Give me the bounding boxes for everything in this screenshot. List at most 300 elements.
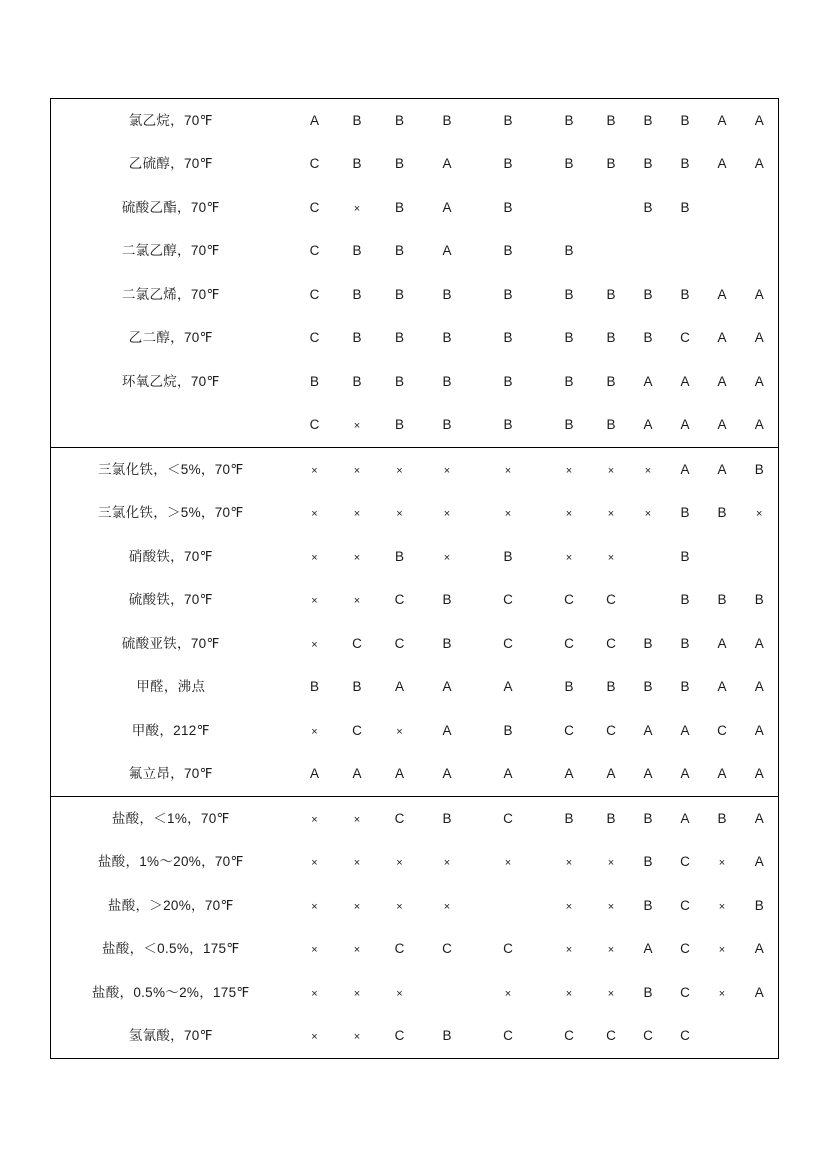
rating-cell — [546, 448, 593, 492]
rating-cell: B — [593, 404, 630, 448]
cross-icon: × — [353, 202, 361, 215]
rating-cell — [291, 797, 339, 841]
rating-cell: B — [643, 286, 653, 302]
cross-icon: × — [607, 987, 615, 1000]
rating-cell — [546, 535, 593, 579]
row-label-cell: 三氯化铁，＜5%，70℉ — [98, 461, 244, 477]
table-row — [51, 404, 779, 448]
rating-cell: B — [503, 373, 513, 389]
row-label-cell: 盐酸，＜1%，70℉ — [111, 810, 230, 826]
rating-cell — [339, 797, 376, 841]
rating-cell: A — [442, 199, 452, 215]
rating-cell — [339, 404, 376, 448]
cross-icon: × — [396, 857, 403, 870]
rating-cell — [291, 535, 339, 579]
rating-cell — [339, 884, 376, 928]
rating-cell: A — [503, 679, 513, 695]
rating-cell: A — [442, 156, 452, 172]
rating-cell: A — [741, 753, 779, 797]
rating-cell — [630, 230, 667, 274]
cross-icon: × — [443, 464, 451, 477]
rating-cell — [291, 622, 339, 666]
rating-cell: C — [606, 635, 616, 651]
rating-cell: A — [717, 373, 727, 389]
rating-cell: B — [352, 112, 362, 128]
table-row — [51, 186, 779, 230]
rating-cell: C — [643, 1028, 653, 1044]
cross-icon: × — [443, 551, 451, 564]
rating-cell: B — [503, 243, 513, 259]
cross-icon: × — [353, 420, 361, 433]
rating-cell — [546, 928, 593, 972]
rating-cell — [630, 492, 667, 536]
rating-cell: B — [546, 404, 593, 448]
rating-cell: B — [394, 243, 404, 259]
rating-cell — [741, 186, 779, 230]
rating-cell: B — [471, 404, 546, 448]
rating-cell: B — [680, 112, 690, 128]
rating-cell: C — [503, 1028, 513, 1044]
table-row — [51, 928, 779, 972]
rating-cell: A — [754, 810, 764, 826]
rating-cell: B — [606, 112, 616, 128]
rating-cell: A — [442, 243, 452, 259]
cross-icon: × — [718, 900, 726, 913]
rating-cell: C — [309, 243, 320, 259]
table-row — [51, 492, 779, 536]
rating-cell: B — [394, 112, 404, 128]
rating-cell: B — [643, 330, 653, 346]
rating-cell — [593, 841, 630, 885]
rating-cell: B — [503, 722, 513, 738]
row-label-cell: 环氧乙烷，70℉ — [121, 373, 220, 389]
rating-cell: B — [442, 373, 452, 389]
rating-cell — [424, 492, 471, 536]
cross-icon: × — [607, 857, 615, 870]
cross-icon: × — [607, 551, 615, 564]
rating-cell: C — [442, 941, 452, 957]
rating-cell: B — [564, 330, 574, 346]
rating-cell: B — [352, 286, 362, 302]
rating-cell: B — [442, 1028, 452, 1044]
cross-icon: × — [504, 987, 512, 1000]
rating-cell — [741, 492, 779, 536]
table-row — [51, 579, 779, 623]
rating-cell: A — [471, 753, 546, 797]
rating-cell — [291, 709, 339, 753]
rating-cell: A — [754, 330, 764, 346]
rating-cell — [704, 535, 741, 579]
chemical-compatibility-table — [50, 98, 779, 1059]
cross-icon: × — [565, 857, 573, 870]
rating-cell — [291, 841, 339, 885]
cross-icon: × — [353, 551, 361, 564]
table-body — [51, 99, 779, 1059]
row-label-cell: 盐酸，＜0.5%，175℉ — [101, 941, 240, 957]
table-row — [51, 317, 779, 361]
rating-cell — [704, 928, 741, 972]
rating-cell — [424, 884, 471, 928]
rating-cell: A — [754, 156, 764, 172]
rating-cell: A — [376, 753, 424, 797]
rating-cell — [291, 492, 339, 536]
rating-cell: B — [564, 810, 574, 826]
cross-icon: × — [504, 508, 512, 521]
rating-cell: A — [643, 373, 653, 389]
rating-cell: A — [339, 753, 376, 797]
rating-cell — [291, 448, 339, 492]
rating-cell: A — [754, 984, 764, 1000]
rating-cell: C — [503, 592, 513, 608]
rating-cell — [704, 1015, 741, 1059]
cross-icon: × — [396, 725, 403, 738]
rating-cell: B — [394, 330, 404, 346]
rating-cell — [339, 1015, 376, 1059]
rating-cell — [593, 186, 630, 230]
rating-cell: B — [643, 156, 653, 172]
rating-cell: B — [564, 286, 574, 302]
rating-cell: A — [717, 635, 727, 651]
rating-cell: A — [442, 722, 452, 738]
rating-cell: C — [680, 330, 690, 346]
rating-cell: A — [754, 635, 764, 651]
cross-icon: × — [311, 595, 318, 608]
rating-cell: B — [564, 156, 574, 172]
row-label-cell — [51, 404, 291, 448]
cross-icon: × — [718, 857, 726, 870]
rating-cell: B — [503, 112, 513, 128]
rating-cell — [593, 448, 630, 492]
rating-cell — [546, 841, 593, 885]
table-row — [51, 797, 779, 841]
row-label-cell: 氟立昂，70℉ — [51, 753, 291, 797]
table-row — [51, 448, 779, 492]
rating-cell: A — [593, 753, 630, 797]
rating-cell: A — [717, 156, 727, 172]
rating-cell: B — [442, 635, 452, 651]
cross-icon: × — [565, 551, 573, 564]
rating-cell — [291, 579, 339, 623]
cross-icon: × — [607, 464, 615, 477]
row-label-cell: 盐酸，1%～20%，70℉ — [97, 854, 244, 870]
cross-icon: × — [565, 900, 573, 913]
rating-cell: A — [754, 722, 764, 738]
rating-cell — [339, 186, 376, 230]
rating-cell: A — [667, 753, 704, 797]
table-row — [51, 143, 779, 187]
cross-icon: × — [353, 944, 361, 957]
rating-cell: B — [442, 286, 452, 302]
rating-cell: B — [680, 635, 690, 651]
rating-cell: B — [309, 679, 319, 695]
rating-cell: A — [667, 404, 704, 448]
rating-cell: A — [680, 722, 690, 738]
rating-cell: B — [680, 156, 690, 172]
table-row — [51, 622, 779, 666]
rating-cell: B — [394, 199, 404, 215]
rating-cell: A — [680, 373, 690, 389]
rating-cell: B — [424, 404, 471, 448]
rating-cell: A — [717, 112, 727, 128]
table-row — [51, 841, 779, 885]
rating-cell: A — [680, 810, 690, 826]
row-label-cell: 硫酸亚铁，70℉ — [121, 635, 220, 651]
rating-cell: C — [606, 1028, 616, 1044]
rating-cell: C — [680, 897, 690, 913]
rating-cell: C — [606, 722, 616, 738]
cross-icon: × — [644, 508, 652, 521]
rating-cell — [630, 535, 667, 579]
rating-cell: B — [352, 243, 362, 259]
rating-cell: C — [680, 984, 690, 1000]
cross-icon: × — [311, 857, 318, 870]
rating-cell: B — [680, 199, 690, 215]
rating-cell: C — [309, 156, 320, 172]
cross-icon: × — [443, 857, 451, 870]
cross-icon: × — [311, 813, 318, 826]
cross-icon: × — [311, 1031, 318, 1044]
rating-cell: B — [442, 330, 452, 346]
cross-icon: × — [607, 900, 615, 913]
rating-cell: B — [352, 373, 362, 389]
rating-cell — [704, 186, 741, 230]
compatibility-table-container — [50, 98, 778, 1059]
rating-cell — [546, 492, 593, 536]
rating-cell: B — [680, 679, 690, 695]
rating-cell — [376, 884, 424, 928]
rating-cell — [424, 448, 471, 492]
rating-cell: C — [352, 722, 362, 738]
row-label-cell: 氯乙烷，70℉ — [128, 112, 213, 128]
rating-cell: B — [394, 373, 404, 389]
rating-cell — [376, 492, 424, 536]
rating-cell: B — [754, 897, 764, 913]
rating-cell: B — [680, 592, 690, 608]
rating-cell: C — [717, 722, 727, 738]
table-row — [51, 666, 779, 710]
rating-cell — [593, 535, 630, 579]
rating-cell: B — [643, 984, 653, 1000]
row-label-cell: 三氯化铁，＞5%，70℉ — [98, 505, 244, 521]
rating-cell — [339, 579, 376, 623]
cross-icon: × — [353, 508, 361, 521]
rating-cell: B — [754, 592, 764, 608]
rating-cell — [339, 448, 376, 492]
table-row — [51, 971, 779, 1015]
row-label-cell: 乙二醇，70℉ — [128, 330, 213, 346]
rating-cell — [741, 535, 779, 579]
rating-cell: B — [564, 112, 574, 128]
rating-cell — [593, 230, 630, 274]
rating-cell — [376, 709, 424, 753]
rating-cell: B — [376, 404, 424, 448]
rating-cell: A — [754, 679, 764, 695]
cross-icon: × — [311, 508, 318, 521]
cross-icon: × — [396, 464, 403, 477]
rating-cell: A — [754, 112, 764, 128]
rating-cell — [339, 971, 376, 1015]
row-label-cell: 硝酸铁，70℉ — [128, 548, 213, 564]
rating-cell: B — [352, 679, 362, 695]
rating-cell: B — [352, 156, 362, 172]
rating-cell: B — [606, 679, 616, 695]
rating-cell: A — [754, 941, 764, 957]
rating-cell: A — [291, 753, 339, 797]
row-label-cell: 甲酸，212℉ — [131, 722, 210, 738]
rating-cell — [424, 841, 471, 885]
rating-cell: B — [717, 505, 727, 521]
rating-cell: B — [606, 156, 616, 172]
cross-icon: × — [311, 638, 318, 651]
cross-icon: × — [353, 900, 361, 913]
rating-cell — [424, 535, 471, 579]
rating-cell — [630, 448, 667, 492]
cross-icon: × — [311, 464, 318, 477]
rating-cell: B — [643, 199, 653, 215]
row-label-cell: 盐酸，0.5%～2%，175℉ — [91, 984, 250, 1000]
rating-cell: B — [394, 286, 404, 302]
row-label-cell: 盐酸，＞20%，70℉ — [107, 897, 234, 913]
rating-cell: C — [394, 1028, 405, 1044]
cross-icon: × — [353, 813, 361, 826]
cross-icon: × — [718, 944, 726, 957]
rating-cell — [704, 230, 741, 274]
rating-cell — [593, 492, 630, 536]
rating-cell: B — [606, 810, 616, 826]
rating-cell: B — [643, 635, 653, 651]
rating-cell — [704, 971, 741, 1015]
rating-cell: A — [630, 404, 667, 448]
rating-cell — [704, 841, 741, 885]
rating-cell: C — [680, 854, 690, 870]
cross-icon: × — [353, 857, 361, 870]
rating-cell: A — [717, 461, 727, 477]
cross-icon: × — [565, 508, 573, 521]
rating-cell — [376, 448, 424, 492]
rating-cell: C — [291, 404, 339, 448]
cross-icon: × — [396, 987, 403, 1000]
rating-cell: B — [680, 505, 690, 521]
rating-cell: C — [394, 592, 405, 608]
rating-cell: B — [564, 373, 574, 389]
rating-cell — [741, 230, 779, 274]
rating-cell — [593, 884, 630, 928]
rating-cell: B — [606, 286, 616, 302]
cross-icon: × — [607, 508, 615, 521]
rating-cell: A — [717, 330, 727, 346]
rating-cell: B — [503, 156, 513, 172]
rating-cell: C — [564, 592, 574, 608]
rating-cell — [741, 1015, 779, 1059]
rating-cell: B — [564, 243, 574, 259]
cross-icon: × — [504, 464, 512, 477]
rating-cell: A — [546, 753, 593, 797]
rating-cell: B — [606, 330, 616, 346]
rating-cell: B — [352, 330, 362, 346]
rating-cell: B — [643, 897, 653, 913]
table-row — [51, 99, 779, 143]
rating-cell: B — [442, 810, 452, 826]
rating-cell: A — [424, 753, 471, 797]
cross-icon: × — [565, 464, 573, 477]
rating-cell: B — [442, 112, 452, 128]
rating-cell: B — [680, 548, 690, 564]
rating-cell — [546, 971, 593, 1015]
cross-icon: × — [311, 987, 318, 1000]
rating-cell: C — [503, 635, 513, 651]
rating-cell — [376, 971, 424, 1015]
rating-cell: B — [503, 330, 513, 346]
rating-cell — [339, 928, 376, 972]
rating-cell — [704, 884, 741, 928]
rating-cell: A — [630, 753, 667, 797]
table-row — [51, 230, 779, 274]
rating-cell — [546, 186, 593, 230]
cross-icon: × — [311, 551, 318, 564]
rating-cell: B — [717, 592, 727, 608]
rating-cell: C — [309, 286, 320, 302]
rating-cell: B — [309, 373, 319, 389]
cross-icon: × — [644, 464, 652, 477]
rating-cell — [546, 884, 593, 928]
rating-cell — [471, 448, 546, 492]
rating-cell: C — [503, 941, 513, 957]
cross-icon: × — [353, 464, 361, 477]
rating-cell: A — [394, 679, 404, 695]
rating-cell — [339, 492, 376, 536]
table-row — [51, 709, 779, 753]
rating-cell — [471, 492, 546, 536]
rating-cell: A — [754, 373, 764, 389]
rating-cell — [471, 884, 546, 928]
rating-cell — [593, 928, 630, 972]
cross-icon: × — [443, 508, 451, 521]
row-label-cell: 二氯乙醇，70℉ — [121, 243, 220, 259]
rating-cell: C — [564, 722, 574, 738]
rating-cell: A — [741, 404, 779, 448]
cross-icon: × — [311, 900, 318, 913]
cross-icon: × — [311, 725, 318, 738]
rating-cell — [471, 971, 546, 1015]
rating-cell: C — [309, 199, 320, 215]
rating-cell — [667, 230, 704, 274]
rating-cell: A — [643, 722, 653, 738]
cross-icon: × — [565, 944, 573, 957]
rating-cell — [291, 1015, 339, 1059]
rating-cell — [339, 841, 376, 885]
row-label-cell: 硫酸乙酯，70℉ — [121, 199, 220, 215]
rating-cell: A — [309, 112, 319, 128]
row-label-cell: 乙硫醇，70℉ — [128, 156, 213, 172]
rating-cell: C — [394, 810, 405, 826]
rating-cell: C — [564, 635, 574, 651]
rating-cell: B — [606, 373, 616, 389]
rating-cell: A — [643, 941, 653, 957]
cross-icon: × — [607, 944, 615, 957]
cross-icon: × — [565, 987, 573, 1000]
rating-cell: C — [309, 330, 320, 346]
table-row — [51, 1015, 779, 1059]
rating-cell: A — [704, 753, 741, 797]
rating-cell: B — [442, 592, 452, 608]
table-row — [51, 273, 779, 317]
rating-cell: B — [394, 548, 404, 564]
rating-cell: A — [442, 679, 452, 695]
rating-cell — [593, 971, 630, 1015]
rating-cell — [424, 971, 471, 1015]
rating-cell — [376, 841, 424, 885]
cross-icon: × — [353, 987, 361, 1000]
